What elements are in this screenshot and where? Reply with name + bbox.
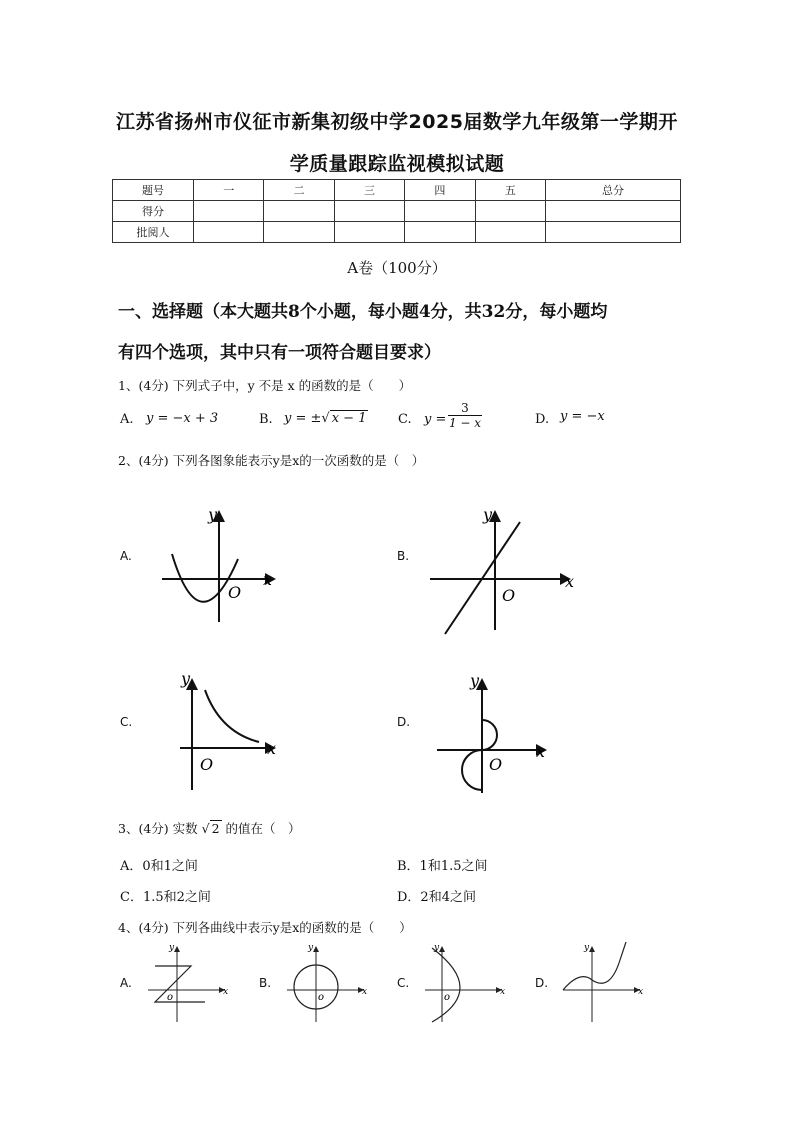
q4-graph-d xyxy=(558,940,648,1025)
y-axis-label: y xyxy=(434,943,440,953)
table-cell: 一 xyxy=(194,180,264,201)
score-table xyxy=(112,179,681,243)
x-axis-label: x xyxy=(638,987,644,997)
q3-radicand: 2 xyxy=(211,821,220,836)
q2-graph-d xyxy=(432,668,552,798)
q2-option-c-letter: C. xyxy=(120,715,133,729)
q4-option-b-letter: B. xyxy=(259,976,272,990)
x-axis-label: x xyxy=(263,570,273,589)
q1-option-d-letter: D. xyxy=(535,412,550,427)
q1-option-a-formula: y = −x + 3 xyxy=(146,411,219,426)
y-axis-label: y xyxy=(308,943,314,953)
table-cell: 二 xyxy=(264,180,334,201)
x-axis-label: x xyxy=(362,987,368,997)
q3-option-b: B．1和1.5之间 xyxy=(397,859,488,874)
x-axis-label: x xyxy=(536,742,546,761)
table-cell[interactable] xyxy=(334,201,404,222)
origin-label: O xyxy=(489,755,503,774)
exam-title-line2: 学质量跟踪监视模拟试题 xyxy=(289,153,505,175)
x-axis-label: x xyxy=(500,987,506,997)
q2-graph-c xyxy=(175,668,285,793)
q2-graph-a xyxy=(160,502,280,627)
table-cell[interactable] xyxy=(264,201,334,222)
table-cell[interactable] xyxy=(405,222,475,243)
table-cell: 三 xyxy=(334,180,404,201)
q2-graph-b xyxy=(425,502,585,637)
score-table-header-row xyxy=(113,180,681,201)
score-table-row xyxy=(113,222,681,243)
q1-stem: 1、(4分) 下列式子中，y 不是 x 的函数的是（ ） xyxy=(118,378,412,393)
q3-option-d: D．2和4之间 xyxy=(397,890,476,905)
table-cell[interactable] xyxy=(405,201,475,222)
x-axis-label: x xyxy=(223,987,229,997)
y-axis-label: y xyxy=(584,943,590,953)
table-cell: 总分 xyxy=(546,180,681,201)
q4-graph-c xyxy=(420,940,510,1025)
q1-option-d-formula: y = −x xyxy=(560,409,605,424)
q2-option-b-letter: B. xyxy=(397,549,410,563)
table-cell: 题号 xyxy=(113,180,194,201)
table-cell: 四 xyxy=(405,180,475,201)
q4-graph-a xyxy=(143,940,233,1025)
table-cell[interactable] xyxy=(546,222,681,243)
origin-label: o xyxy=(318,992,325,1003)
origin-label: O xyxy=(200,755,214,774)
q4-graph-b xyxy=(282,940,372,1025)
table-cell[interactable] xyxy=(546,201,681,222)
q3-stem-post: 的值在（ ） xyxy=(225,821,301,836)
table-cell[interactable] xyxy=(334,222,404,243)
q4-option-d-letter: D. xyxy=(535,976,549,990)
sqrt-sign: √ xyxy=(201,821,210,836)
origin-label: o xyxy=(167,992,174,1003)
q4-option-a-letter: A. xyxy=(120,976,132,990)
q1-option-c-denominator: 1 − x xyxy=(448,416,482,430)
table-cell[interactable] xyxy=(475,222,545,243)
table-cell: 批阅人 xyxy=(113,222,194,243)
table-cell[interactable] xyxy=(194,222,264,243)
q3-stem-pre: 3、(4分) 实数 xyxy=(118,821,198,836)
section-a-heading: A卷（100分） xyxy=(347,259,447,277)
table-cell: 五 xyxy=(475,180,545,201)
table-cell[interactable] xyxy=(194,201,264,222)
q3-option-a: A．0和1之间 xyxy=(120,859,198,874)
origin-label: O xyxy=(502,586,516,605)
q2-option-d-letter: D. xyxy=(397,715,411,729)
x-axis-label: x xyxy=(267,739,277,758)
q1-option-c-fraction xyxy=(448,401,482,430)
origin-label: O xyxy=(228,583,242,602)
q1-option-b-prefix: y = ± xyxy=(284,411,322,426)
q3-stem xyxy=(118,819,301,837)
part1-heading-line2: 有四个选项，其中只有一项符合题目要求） xyxy=(118,343,441,363)
q1-option-b-letter: B. xyxy=(259,412,273,427)
q1-option-c-lhs: y = xyxy=(424,412,447,427)
q2-option-a-letter: A. xyxy=(120,549,132,563)
origin-label: o xyxy=(444,992,451,1003)
y-axis-label: y xyxy=(169,943,175,953)
q1-option-c-numerator: 3 xyxy=(461,401,469,415)
x-axis-label: x xyxy=(565,572,575,591)
score-table-row xyxy=(113,201,681,222)
q2-stem: 2、(4分) 下列各图象能表示y是x的一次函数的是（ ） xyxy=(118,453,425,468)
q1-option-b-radicand: x − 1 xyxy=(331,411,367,426)
q3-option-c: C．1.5和2之间 xyxy=(120,890,211,905)
q1-option-a-letter: A. xyxy=(120,412,134,427)
table-cell: 得分 xyxy=(113,201,194,222)
y-axis-label: y xyxy=(181,669,191,688)
q4-option-c-letter: C. xyxy=(397,976,410,990)
q1-option-c-letter: C. xyxy=(398,412,412,427)
q4-stem: 4、(4分) 下列各曲线中表示y是x的函数的是（ ） xyxy=(118,920,412,935)
q1-option-b-formula xyxy=(284,411,368,426)
table-cell[interactable] xyxy=(264,222,334,243)
part1-heading-line1: 一、选择题（本大题共8个小题，每小题4分，共32分，每小题均 xyxy=(118,302,608,322)
y-axis-label: y xyxy=(470,671,480,690)
sqrt-sign: √ xyxy=(321,411,330,426)
y-axis-label: y xyxy=(208,505,218,524)
table-cell[interactable] xyxy=(475,201,545,222)
exam-title-line1: 江苏省扬州市仪征市新集初级中学2025届数学九年级第一学期开 xyxy=(116,111,678,133)
y-axis-label: y xyxy=(483,505,493,524)
